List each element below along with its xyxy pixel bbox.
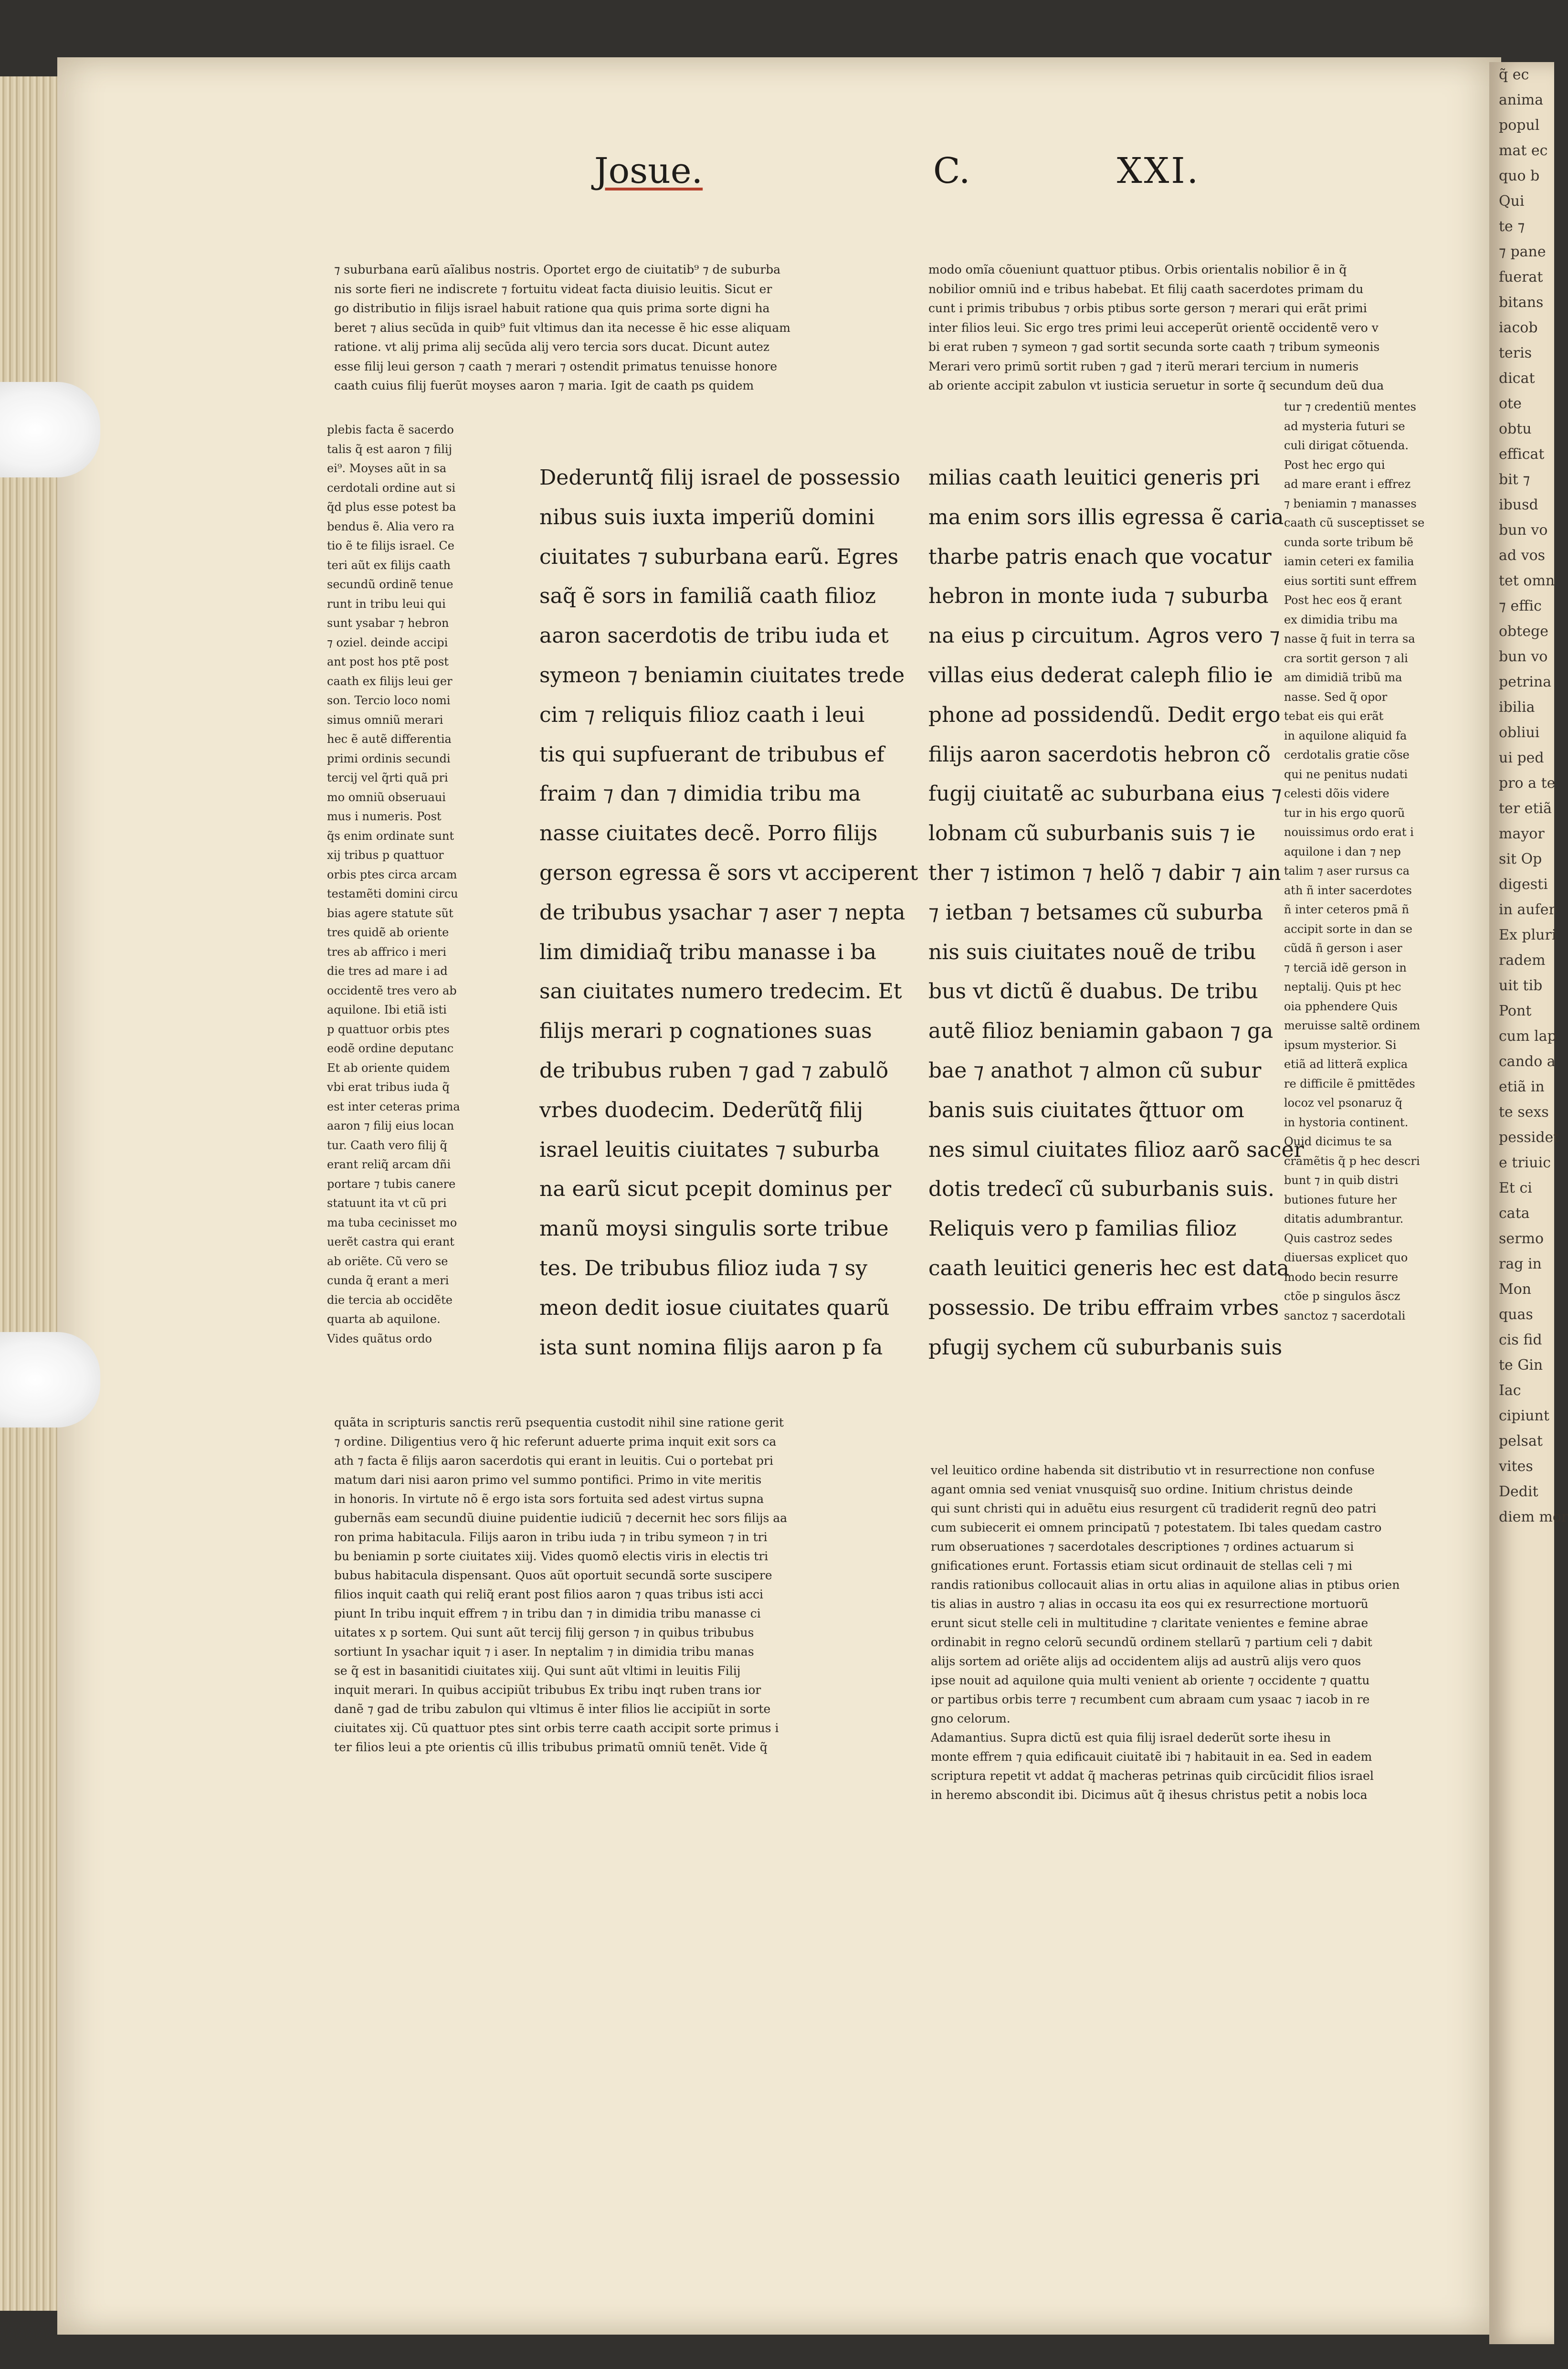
gloss-line: cum subiecerit ei omnem principatũ ⁊ potestatem. Ibi tales quedam castro [931, 1521, 1382, 1534]
gloss-line: aquilone. Ibi etiã isti [327, 1003, 447, 1016]
text-line: israel leuitis ciuitates ⁊ suburba [539, 1137, 880, 1162]
gloss-line: cunda q̃ erant a meri [327, 1274, 449, 1287]
gloss-line: bu beniamin p sorte ciuitates xiij. Vides quomõ electis viris in electis tri [334, 1549, 768, 1563]
gloss-line: esse filij leui gerson ⁊ caath ⁊ merari ⁊ ostendit primatus tenuisse honore [334, 359, 778, 373]
gloss-line: filios inquit caath qui reliq̃ erant post filios aaron ⁊ quas tribus isti acci [334, 1587, 764, 1601]
gloss-line: bunt ⁊ in quib distri [1284, 1174, 1399, 1187]
text-line: bus vt dictũ ẽ duabus. De tribu [928, 979, 1258, 1004]
gloss-line: ⁊ beniamin ⁊ manasses [1284, 497, 1417, 510]
gloss-line: cra sortit gerson ⁊ ali [1284, 651, 1408, 665]
gloss-line: q̃d plus esse potest ba [327, 500, 456, 514]
text-line: tes. De tribubus filioz iuda ⁊ sy [539, 1256, 868, 1280]
text-line: Dederuntq̃ filij israel de possessio [539, 465, 900, 490]
book-title: Josue. [594, 150, 703, 191]
text-line: banis suis ciuitates q̃ttuor om [928, 1098, 1244, 1122]
gloss-line: quãta in scripturis sanctis rerũ psequentia custodit nihil sine ratione gerit [334, 1416, 784, 1429]
gloss-line: tur. Caath vero filij q̃ [327, 1138, 448, 1152]
adjacent-page [1489, 62, 1568, 2344]
adjacent-page-line: ui ped [1499, 750, 1544, 766]
text-line: tharbe patris enach que vocatur [928, 544, 1272, 569]
gloss-line: qui ne penitus nudati [1284, 767, 1408, 781]
gloss-line: butiones future her [1284, 1193, 1397, 1206]
gloss-line: hec ẽ autẽ differentia [327, 732, 452, 746]
gloss-line: portare ⁊ tubis canere [327, 1177, 456, 1191]
gloss-line: diuersas explicet quo [1284, 1251, 1408, 1264]
text-line: de tribubus ysachar ⁊ aser ⁊ nepta [539, 900, 905, 925]
text-line: aaron sacerdotis de tribu iuda et [539, 624, 889, 648]
gloss-line: ad mare erant i effrez [1284, 477, 1411, 491]
gloss-line: in heremo abscondit ibi. Dicimus aũt q̃ ihesus christus petit a nobis loca [931, 1788, 1368, 1802]
gloss-line: or partibus orbis terre ⁊ recumbent cum abraam cum ysaac ⁊ iacob in re [931, 1692, 1370, 1706]
gloss-line: orbis ptes circa arcam [327, 867, 457, 881]
gloss-line: son. Tercio loco nomi [327, 694, 451, 707]
gloss-line: tres quidẽ ab oriente [327, 926, 449, 939]
gloss-line: cunda sorte tribum bẽ [1284, 535, 1413, 549]
adjacent-page-line: cando a [1499, 1053, 1556, 1070]
text-line: nasse ciuitates decẽ. Porro filijs [539, 821, 878, 846]
gloss-line: bubus habitacula dispensant. Quos aũt oportuit secundã sorte suscipere [334, 1568, 772, 1582]
adjacent-page-line: pro a te [1499, 775, 1556, 792]
gloss-line: bendus ẽ. Alia vero ra [327, 519, 454, 533]
gloss-line: se q̃ est in basanitidi ciuitates xiij. Qui sunt aũt vltimi in leuitis Filij [334, 1664, 741, 1678]
text-line: tis qui supfuerant de tribubus ef [539, 742, 884, 767]
gloss-line: cramẽtis q̃ p hec descri [1284, 1154, 1420, 1168]
gloss-line: cunt i primis tribubus ⁊ orbis ptibus sorte gerson ⁊ merari qui erãt primi [928, 301, 1367, 315]
text-line: ciuitates ⁊ suburbana earũ. Egres [539, 544, 899, 569]
gloss-line: Quis castroz sedes [1284, 1231, 1393, 1245]
gloss-line: eodẽ ordine deputanc [327, 1042, 454, 1055]
adjacent-page-line: mat ec [1499, 142, 1548, 159]
gloss-line: gubernãs eam secundũ diuine puidentie iudiciũ ⁊ decernit hec sors filijs aa [334, 1511, 788, 1525]
gloss-line: aaron ⁊ filij eius locan [327, 1119, 454, 1132]
gloss-line: nasse. Sed q̃ opor [1284, 690, 1388, 704]
adjacent-page-line: teris [1499, 345, 1532, 361]
gloss-line: nasse q̃ fuit in terra sa [1284, 632, 1415, 645]
gloss-line: ⁊ terciã idẽ gerson in [1284, 961, 1407, 974]
page-holder-clip-bottom [0, 1332, 100, 1428]
gloss-line: ab oriente accipit zabulon vt iusticia seruetur in sorte q̃ secundum deũ dua [928, 379, 1384, 392]
gloss-line: teri aũt ex filijs caath [327, 558, 451, 572]
text-line: nis suis ciuitates nouẽ de tribu [928, 940, 1256, 964]
gloss-line: cerdotalis gratie cõse [1284, 748, 1410, 761]
gloss-line: vbi erat tribus iuda q̃ [327, 1080, 450, 1094]
gloss-line: ath ñ inter sacerdotes [1284, 883, 1412, 897]
gloss-line: nouissimus ordo erat i [1284, 825, 1414, 839]
adjacent-page-line: te sexs [1499, 1104, 1549, 1121]
gloss-line: ipsum mysterior. Si [1284, 1038, 1397, 1052]
adjacent-page-line: ibusd [1499, 497, 1538, 513]
gloss-line: ⁊ oziel. deinde accipi [327, 635, 448, 649]
adjacent-page-line: te ⁊ [1499, 218, 1525, 235]
gloss-line: bias agere statute sũt [327, 906, 453, 920]
gloss-line: talim ⁊ aser rursus ca [1284, 864, 1410, 878]
text-line: possessio. De tribu effraim vrbes [928, 1295, 1279, 1320]
adjacent-page-line: diem mor [1499, 1509, 1568, 1525]
text-line: phone ad possidendũ. Dedit ergo [928, 702, 1281, 727]
adjacent-page-line: obtu [1499, 421, 1532, 437]
adjacent-page-line: te Gin [1499, 1357, 1543, 1374]
gloss-line: erant reliq̃ arcam dñi [327, 1158, 451, 1171]
gloss-line: ctõe p singulos ãscz [1284, 1290, 1400, 1303]
gloss-line: caath cũ susceptisset se [1284, 516, 1425, 529]
gloss-line: scriptura repetit vt addat q̃ macheras petrinas quib circũcidit filios israel [931, 1769, 1374, 1783]
page-holder-clip-top [0, 382, 100, 477]
gloss-line: uerẽt castra qui erant [327, 1235, 454, 1248]
text-line: na eius p circuitum. Agros vero ⁊ [928, 624, 1280, 648]
gloss-line: die tercia ab occidẽte [327, 1293, 453, 1307]
gloss-line: ⁊ suburbana earũ aĩalibus nostris. Oportet ergo de ciuitatib⁹ ⁊ de suburba [334, 263, 781, 276]
gloss-line: talis q̃ est aaron ⁊ filij [327, 442, 453, 456]
gloss-line: rum obseruationes ⁊ sacerdotales descriptiones ⁊ ordines actuarum si [931, 1540, 1354, 1554]
gloss-line: testamẽti domini circu [327, 887, 458, 900]
gloss-line: ordinabit in regno celorũ secundũ ordinem stellarũ ⁊ partium celi ⁊ dabit [931, 1635, 1372, 1649]
gloss-line: secundũ ordinẽ tenue [327, 578, 453, 591]
adjacent-page-line: cipiunt [1499, 1407, 1549, 1424]
text-line: nes simul ciuitates filioz aarõ sacer [928, 1137, 1304, 1162]
gloss-line: modo omĩa cõueniunt quattuor ptibus. Orbis orientalis nobilior ẽ in q̃ [928, 263, 1347, 276]
text-line: ista sunt nomina filijs aaron p fa [539, 1335, 883, 1360]
gloss-line: ron prima habitacula. Filijs aaron in tribu iuda ⁊ in tribu symeon ⁊ in tri [334, 1530, 768, 1544]
gloss-line: ma tuba cecinisset mo [327, 1216, 457, 1229]
adjacent-page-line: bit ⁊ [1499, 471, 1530, 488]
gloss-line: am dimidiã tribũ ma [1284, 671, 1402, 684]
gloss-line: qui sunt christi qui in aduẽtu eius resurgent cũ tradiderit regnũ deo patri [931, 1502, 1377, 1515]
gloss-line: iamin ceteri ex familia [1284, 555, 1414, 568]
gloss-line: etiã ad litterã explica [1284, 1058, 1408, 1071]
adjacent-page-line: Ex pluri [1499, 927, 1557, 943]
adjacent-page-line: bun vo [1499, 522, 1548, 539]
adjacent-page-line: fuerat [1499, 269, 1543, 286]
gloss-line: primi ordinis secundi [327, 751, 451, 765]
text-line: na earũ sicut pcepit dominus per [539, 1177, 892, 1202]
gloss-line: mus i numeris. Post [327, 810, 442, 823]
gloss-left-margin [327, 420, 492, 1348]
gloss-line: danẽ ⁊ gad de tribu zabulon qui vltimus ẽ inter filios lie accipiũt in sorte [334, 1702, 771, 1716]
adjacent-page-line: radem [1499, 952, 1546, 969]
gloss-line: vel leuitico ordine habenda sit distributio vt in resurrectione non confuse [931, 1463, 1375, 1477]
adjacent-page-line: e triuic [1499, 1154, 1551, 1171]
gloss-line: oia pphendere Quis [1284, 999, 1398, 1013]
text-line: de tribubus ruben ⁊ gad ⁊ zabulõ [539, 1058, 889, 1083]
gloss-line: tur ⁊ credentiũ mentes [1284, 400, 1416, 413]
adjacent-page-line: obliui [1499, 724, 1540, 741]
adjacent-page-line: dicat [1499, 370, 1535, 387]
adjacent-page-line: tet omn [1499, 572, 1555, 589]
text-line: lim dimidiaq̃ tribu manasse i ba [539, 940, 876, 964]
gloss-line: culi dirigat cõtuenda. [1284, 439, 1409, 452]
gloss-line: Et ab oriente quidem [327, 1061, 450, 1075]
text-line: fraim ⁊ dan ⁊ dimidia tribu ma [539, 782, 861, 806]
gloss-line: uitates x p sortem. Qui sunt aũt tercij filij gerson ⁊ in quibus tribubus [334, 1626, 754, 1639]
gloss-line: p quattuor orbis ptes [327, 1022, 450, 1036]
gloss-line: ex dimidia tribu ma [1284, 613, 1398, 626]
text-line: gerson egressa ẽ sors vt acciperent [539, 860, 918, 885]
gloss-line: inquit merari. In quibus accipiũt tribubus Ex tribu inqt ruben trans ior [334, 1683, 761, 1697]
adjacent-page-line: quas [1499, 1306, 1533, 1323]
text-line: vrbes duodecim. Dederũtq̃ filij [539, 1098, 863, 1122]
gloss-line: nis sorte fieri ne indiscrete ⁊ fortuitu videat facta diuisio leuitis. Sicut er [334, 282, 772, 296]
text-line: fugij ciuitatẽ ac suburbana eius ⁊ [928, 782, 1282, 806]
text-line: dotis tredecĩ cũ suburbanis suis. [928, 1177, 1274, 1202]
adjacent-page-line: mayor [1499, 825, 1545, 842]
adjacent-page-line: etiã in [1499, 1079, 1545, 1095]
text-line: ⁊ ietban ⁊ betsames cũ suburba [928, 900, 1263, 925]
gloss-line: ter filios leui a pte orientis cũ illis tribubus primatũ omniũ tenẽt. Vide q̃ [334, 1740, 768, 1754]
gloss-line: sortiunt In ysachar iquit ⁊ i aser. In neptalim ⁊ in dimidia tribu manas [334, 1645, 754, 1659]
text-line: san ciuitates numero tredecim. Et [539, 979, 902, 1004]
gloss-line: ⁊ ordine. Diligentius vero q̃ hic referunt aduerte prima inquit exit sors ca [334, 1435, 777, 1449]
gloss-line: go distributio in filijs israel habuit ratione qua quis prima sorte digni ha [334, 301, 770, 315]
gloss-line: caath ex filijs leui ger [327, 674, 453, 688]
gloss-line: occidentẽ tres vero ab [327, 984, 457, 997]
gloss-line: est inter ceteras prima [327, 1100, 460, 1113]
gloss-line: tres ab affrico i meri [327, 945, 447, 959]
text-line: ma enim sors illis egressa ẽ caria [928, 505, 1284, 529]
gloss-line: cerdotali ordine aut si [327, 481, 456, 495]
gloss-line: in hystoria continent. [1284, 1115, 1409, 1129]
gloss-line: in honoris. In virtute nõ ẽ ergo ista sors fortuita sed adest virtus supna [334, 1492, 764, 1506]
chapter-number: XXI. [1117, 150, 1200, 191]
gloss-line: randis rationibus collocauit alias in ortu alias in aquilone alias in ptibus orien [931, 1578, 1400, 1592]
adjacent-page-line: ad vos [1499, 547, 1546, 564]
gloss-line: gno celorum. [931, 1712, 1010, 1725]
gloss-line: ath ⁊ facta ẽ filijs aaron sacerdotis qui erant in leuitis. Cui o portebat pri [334, 1454, 773, 1468]
gloss-line: locoz vel psonaruz q̃ [1284, 1096, 1402, 1110]
gloss-line: in aquilone aliquid fa [1284, 729, 1407, 742]
adjacent-page-line: ⁊ pane [1499, 243, 1546, 260]
text-line: filijs aaron sacerdotis hebron cõ [928, 742, 1271, 767]
text-line: Reliquis vero p familias filioz [928, 1216, 1237, 1241]
adjacent-page-line: q̃ ec [1499, 66, 1529, 83]
gloss-line: Post hec eos q̃ erant [1284, 593, 1402, 607]
gloss-line: Vides quãtus ordo [327, 1332, 432, 1345]
adjacent-page-line: vites [1499, 1458, 1533, 1475]
text-line: ther ⁊ istimon ⁊ helõ ⁊ dabir ⁊ ain [928, 860, 1281, 885]
text-line: milias caath leuitici generis pri [928, 465, 1260, 490]
adjacent-page-line: rag in [1499, 1256, 1542, 1272]
text-line: symeon ⁊ beniamin ciuitates trede [539, 663, 905, 687]
main-text-column-left [539, 458, 918, 1367]
adjacent-page-line: sermo [1499, 1230, 1544, 1247]
section-letter: C. [933, 150, 970, 191]
gloss-top-left [334, 260, 850, 396]
gloss-line: beret ⁊ alius secũda in quib⁹ fuit vltimus dan ita necesse ẽ hic esse aliquam [334, 320, 791, 335]
adjacent-page-line: cum lap [1499, 1028, 1557, 1045]
gloss-line: ad mysteria futuri se [1284, 419, 1405, 433]
gloss-line: xij tribus p quattuor [327, 848, 444, 862]
adjacent-page-line: pessidet [1499, 1129, 1559, 1146]
text-line: filijs merari p cognationes suas [539, 1019, 872, 1044]
adjacent-page-line: Pont [1499, 1003, 1532, 1019]
text-line: manũ moysi singulis sorte tribue [539, 1216, 889, 1241]
gloss-line: ei⁹. Moyses aũt in sa [327, 462, 447, 475]
gloss-line: Quid dicimus te sa [1284, 1135, 1392, 1148]
gloss-line: ciuitates xij. Cũ quattuor ptes sint orbis terre caath accipit sorte primus i [334, 1721, 779, 1735]
gloss-line: neptalij. Quis pt hec [1284, 980, 1401, 994]
gloss-line: gnificationes erunt. Fortassis etiam sicut ordinauit de stellas celi ⁊ mi [931, 1559, 1353, 1573]
gloss-line: plebis facta ẽ sacerdo [327, 423, 454, 436]
gloss-right-margin [1284, 397, 1442, 1325]
adjacent-page-line: anima [1499, 92, 1544, 108]
gloss-line: inter filios leui. Sic ergo tres primi leui acceperũt orientẽ occidentẽ vero v [928, 320, 1379, 335]
gloss-line: q̃s enim ordinate sunt [327, 829, 454, 843]
adjacent-page-line: obtege [1499, 623, 1549, 640]
text-line: villas eius dederat caleph filio ie [928, 663, 1273, 687]
running-header [0, 150, 1554, 208]
gloss-line: ant post hos ptẽ post [327, 655, 449, 668]
adjacent-page-line: popul [1499, 117, 1540, 134]
main-text-column-right [928, 458, 1304, 1367]
adjacent-page-line: iacob [1499, 319, 1538, 336]
gloss-line: sanctoz ⁊ sacerdotali [1284, 1309, 1406, 1322]
text-line: cim ⁊ reliquis filioz caath i leui [539, 702, 865, 727]
adjacent-page-line: bitans [1499, 294, 1544, 311]
gloss-top-right [928, 260, 1444, 396]
gloss-line: tercij vel q̃rti quã pri [327, 771, 448, 784]
gloss-line: modo becin resurre [1284, 1270, 1399, 1284]
gloss-line: nobilior omniũ ind e tribus habebat. Et filij caath sacerdotes primam du [928, 282, 1364, 296]
adjacent-page-line: cata [1499, 1205, 1530, 1222]
gloss-line: ñ inter ceteros pmã ñ [1284, 903, 1410, 916]
adjacent-page-line: efficat [1499, 446, 1545, 463]
text-line: hebron in monte iuda ⁊ suburba [928, 584, 1269, 609]
adjacent-page-line: cis fid [1499, 1332, 1542, 1348]
adjacent-page-line: uit tib [1499, 977, 1543, 994]
gloss-line: sunt ysabar ⁊ hebron [327, 616, 449, 630]
gloss-line: statuunt ita vt cũ pri [327, 1196, 447, 1210]
adjacent-page-line: digesti [1499, 876, 1548, 893]
gloss-line: tebat eis qui erãt [1284, 709, 1384, 723]
gloss-line: ab oriẽte. Cũ vero se [327, 1254, 448, 1268]
text-line: autẽ filioz beniamin gabaon ⁊ ga [928, 1019, 1273, 1044]
text-line: bae ⁊ anathot ⁊ almon cũ subur [928, 1058, 1262, 1083]
gloss-line: caath cuius filij fuerũt moyses aaron ⁊ maria. Igit de caath ps quidem [334, 379, 754, 392]
adjacent-page-line: quo b [1499, 168, 1540, 184]
adjacent-page-line: Et ci [1499, 1180, 1532, 1196]
adjacent-page-line: ote [1499, 395, 1522, 412]
gloss-line: Merari vero primũ sortit ruben ⁊ gad ⁊ iterũ merari tercium in numeris [928, 359, 1359, 373]
gloss-line: Post hec ergo qui [1284, 458, 1385, 472]
gloss-line: mo omniũ obseruaui [327, 790, 446, 804]
gloss-line: erunt sicut stelle celi in multitudine ⁊ claritate venientes e femine abrae [931, 1616, 1368, 1630]
text-line: saq̃ ẽ sors in familiã caath filioz [539, 584, 876, 609]
gloss-line: ratione. vt alij prima alij secũda alij vero tercia sors ducat. Dicunt autez [334, 340, 770, 354]
gloss-line: celesti dõis videre [1284, 787, 1389, 800]
adjacent-page-line: petrina [1499, 674, 1552, 690]
adjacent-page-line: Qui [1499, 193, 1525, 210]
adjacent-page-line: Dedit [1499, 1483, 1538, 1500]
adjacent-page-line: ibilia [1499, 699, 1535, 716]
gloss-line: ipse nouit ad aquilone quia multi venient ab oriente ⁊ occidente ⁊ quattu [931, 1673, 1370, 1687]
gloss-line: tio ẽ te filijs israel. Ce [327, 539, 454, 552]
text-line: pfugij sychem cũ suburbanis suis [928, 1335, 1283, 1360]
text-line: caath leuitici generis hec est data [928, 1256, 1289, 1280]
gloss-line: runt in tribu leui qui [327, 597, 446, 611]
gloss-bottom-left [334, 1413, 852, 1757]
gloss-line: bi erat ruben ⁊ symeon ⁊ gad sortit secunda sorte caath ⁊ tribum symeonis [928, 340, 1380, 354]
gloss-line: ditatis adumbrantur. [1284, 1212, 1404, 1226]
gloss-line: simus omniũ merari [327, 713, 443, 727]
adjacent-page-line: Iac [1499, 1382, 1521, 1399]
adjacent-page-line: ⁊ effic [1499, 598, 1542, 614]
gloss-line: tur in his ergo quorũ [1284, 806, 1405, 820]
adjacent-page-line: bun vo [1499, 648, 1548, 665]
gloss-line: re difficile ẽ pmittẽdes [1284, 1077, 1415, 1090]
gloss-line: alijs sortem ad oriẽte alijs ad occidentem alijs ad austrũ alijs vero quos [931, 1654, 1361, 1668]
adjacent-page-line: sit Op [1499, 851, 1542, 867]
text-line: lobnam cũ suburbanis suis ⁊ ie [928, 821, 1256, 846]
adjacent-page-line: ter etiã [1499, 800, 1552, 817]
gloss-line: accipit sorte in dan se [1284, 922, 1412, 936]
gloss-bottom-right [931, 1461, 1449, 1805]
gloss-line: cũdã ñ gerson i aser [1284, 941, 1402, 955]
text-line: nibus suis iuxta imperiũ domini [539, 505, 875, 529]
adjacent-page-line: Mon [1499, 1281, 1532, 1298]
gloss-line: monte effrem ⁊ quia edificauit ciuitatẽ ibi ⁊ habitauit in ea. Sed in eadem [931, 1750, 1372, 1764]
text-line: meon dedit iosue ciuitates quarũ [539, 1295, 890, 1320]
gloss-line: aquilone i dan ⁊ nep [1284, 845, 1401, 858]
adjacent-page-line: in aufer [1499, 901, 1556, 918]
gloss-line: piunt In tribu inquit effrem ⁊ in tribu dan ⁊ in dimidia tribu manasse ci [334, 1607, 761, 1620]
gloss-line: quarta ab aquilone. [327, 1312, 441, 1326]
gloss-line: tis alias in austro ⁊ alias in occasu ita eos qui ex resurrectione mortuorũ [931, 1597, 1368, 1611]
gloss-line: eius sortiti sunt effrem [1284, 574, 1417, 588]
gloss-line: die tres ad mare i ad [327, 964, 448, 978]
adjacent-page-line: pelsat [1499, 1433, 1543, 1449]
gloss-line: matum dari nisi aaron primo vel summo pontifici. Primo in vite meritis [334, 1473, 762, 1487]
gloss-line: agant omnia sed veniat vnusquisq̃ suo ordine. Initium christus deinde [931, 1482, 1353, 1496]
gloss-line: meruisse saltẽ ordinem [1284, 1019, 1421, 1032]
gloss-line: Adamantius. Supra dictũ est quia filij israel dederũt sorte ihesu in [931, 1731, 1331, 1745]
